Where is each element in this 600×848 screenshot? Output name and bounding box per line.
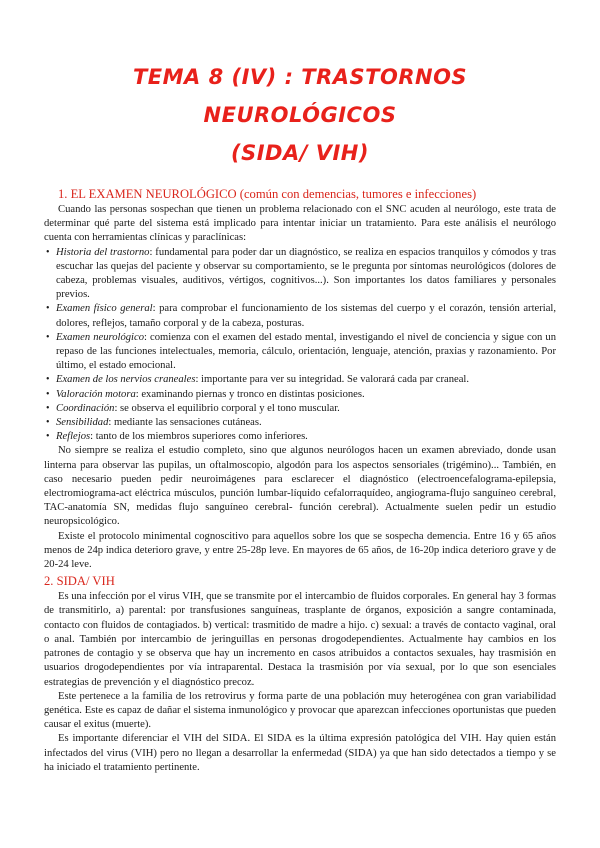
section-1-paragraph-2: No siempre se realiza el estudio completo, sino que algunos neurólogos hacen un examen abreviado, donde usan linterna para observar las pupilas, un oftalmoscopio, algodón para los aspectos sensoriales (trigémino)... También, en caso necesario pueden pedir neuroimágenes para esclarecer el diagnóstico (electroencefalograma-epilepsia, electromiograma-act eléctrica músculos, punción lumbar-líquido cefalorraquídeo, angiograma-flujo sanguíneo cerebral, TAC-anatomía SN, medidas flujo sanguíneo cerebral- función cerebral). Actualmente suelen pedir un estudio neuropsicológico.: [44, 445, 556, 528]
list-item-text: : se observa el equilibrio corporal y el tono muscular.: [114, 402, 340, 414]
list-item-term: Historia del trastorno: [56, 246, 150, 258]
document-page: [44, 58, 556, 775]
list-item-term: Examen neurológico: [56, 331, 145, 343]
list-item: [56, 331, 556, 374]
list-item: [56, 430, 556, 444]
title-line-1: TEMA 8 (IV) : TRASTORNOS NEUROLÓGICOS: [132, 65, 468, 127]
list-item-text: : tanto de los miembros superiores como inferiores.: [90, 431, 308, 443]
list-item: [56, 373, 556, 387]
list-item-text: : examinando piernas y tronco en distintas posiciones.: [135, 388, 365, 400]
list-item: [56, 302, 556, 330]
list-item-term: Coordinación: [56, 402, 115, 414]
list-item: [56, 388, 556, 402]
list-item-text: : fundamental para poder dar un diagnóstico, se realiza en espacios tranquilos y cómodos y tras escuchar las quejas del paciente y observar su comportamiento, se le pregunta por síntomas neurológicos (dolores de cabeza, problemas visuales, auditivos, vértigos, cognitivos...). Son importantes los datos familiares y personales previos.: [56, 246, 556, 301]
list-item-term: Reflejos: [56, 431, 91, 443]
section-1-heading: 1. EL EXAMEN NEUROLÓGICO (común con demencias, tumores e infecciones): [58, 187, 477, 201]
list-item: [56, 246, 556, 303]
list-item-text: : mediante las sensaciones cutáneas.: [108, 417, 262, 429]
section-2-heading: 2. SIDA/ VIH: [44, 574, 115, 589]
list-item: [56, 402, 556, 416]
list-item-term: Sensibilidad: [56, 417, 109, 429]
list-item-text: : importante para ver su integridad. Se valorará cada par craneal.: [195, 374, 469, 386]
list-item-term: Examen físico general: [56, 303, 153, 315]
list-item-term: Valoración motora: [56, 388, 136, 400]
section-1-paragraph-3: Existe el protocolo minimental cognoscitivo para aquellos sobre los que se sospecha demencia. Entre 16 y 65 años menos de 24p indica deterioro grave, y entre 25-28p leve. En mayores de 65 años, de 16-20p indica deterioro grave y de 20-24 leve.: [44, 530, 556, 571]
list-item-term: Examen de los nervios craneales: [56, 374, 196, 386]
tools-list: [44, 246, 556, 445]
section-1-intro: Cuando las personas sospechan que tienen un problema relacionado con el SNC acuden al neurólogo, este trata de determinar qué parte del sistema está implicado para intentar iniciar un tratamiento. Para este análisis el neurólogo cuenta con herramientas clínicas y paraclínicas:: [44, 204, 556, 244]
section-2-paragraph-1: Es una infección por el virus VIH, que se transmite por el intercambio de fluidos corporales. En general hay 3 formas de transmitirlo, a) parental: por transfusiones sanguíneas, trasplante de órganos, exposición a sangre contaminada, contacto con fluidos de contagiados. b) vertical: trasmitido de madre a hijo. c) sexual: a través de contacto vaginal, oral o anal. También por intercambio de jeringuillas en personas drogodependientes. Actualmente hay cambios en los patrones de contagio y se observa que hay un incremento en casos atribuidos a contactos sexuales, hay trasmisión en usuarios drogodependientes por vía intraparental. Destaca la trasmisión por vía sexual, por lo que son esenciales estrategias de prevención y el diagnóstico precoz.: [44, 591, 556, 688]
list-item: [56, 416, 556, 430]
list-item-text: : para comprobar el funcionamiento de los sistemas del cuerpo y el corazón, tensión arterial, dolores, reflejos, tamaño corporal y de la cabeza, posturas.: [56, 303, 556, 329]
list-item-text: : comienza con el examen del estado mental, investigando el nivel de conciencia y sigue con un repaso de las funciones intelectuales, memoria, cálculo, orientación, lenguaje, atención, praxias y razonamiento. Por último, el estado emocional.: [56, 331, 556, 372]
section-2-paragraph-2: Este pertenece a la familia de los retrovirus y forma parte de una población muy heterogénea con gran variabilidad genética. Este es capaz de dañar el sistema inmunológico y provocar que aparezcan infecciones oportunistas que pueden causar el exitus (muerte).: [44, 690, 556, 731]
document-title: [44, 58, 556, 172]
section-2-paragraph-3: Es importante diferenciar el VIH del SIDA. El SIDA es la última expresión patológica del VIH. Hay quien están infectados del virus (VIH) pero no llegan a desarrollar la enfermedad (SIDA) ya que han sido detectados a tiempo y se ha iniciado el tratamiento pertinente.: [44, 733, 556, 773]
title-line-2: (SIDA/ VIH): [231, 141, 369, 165]
